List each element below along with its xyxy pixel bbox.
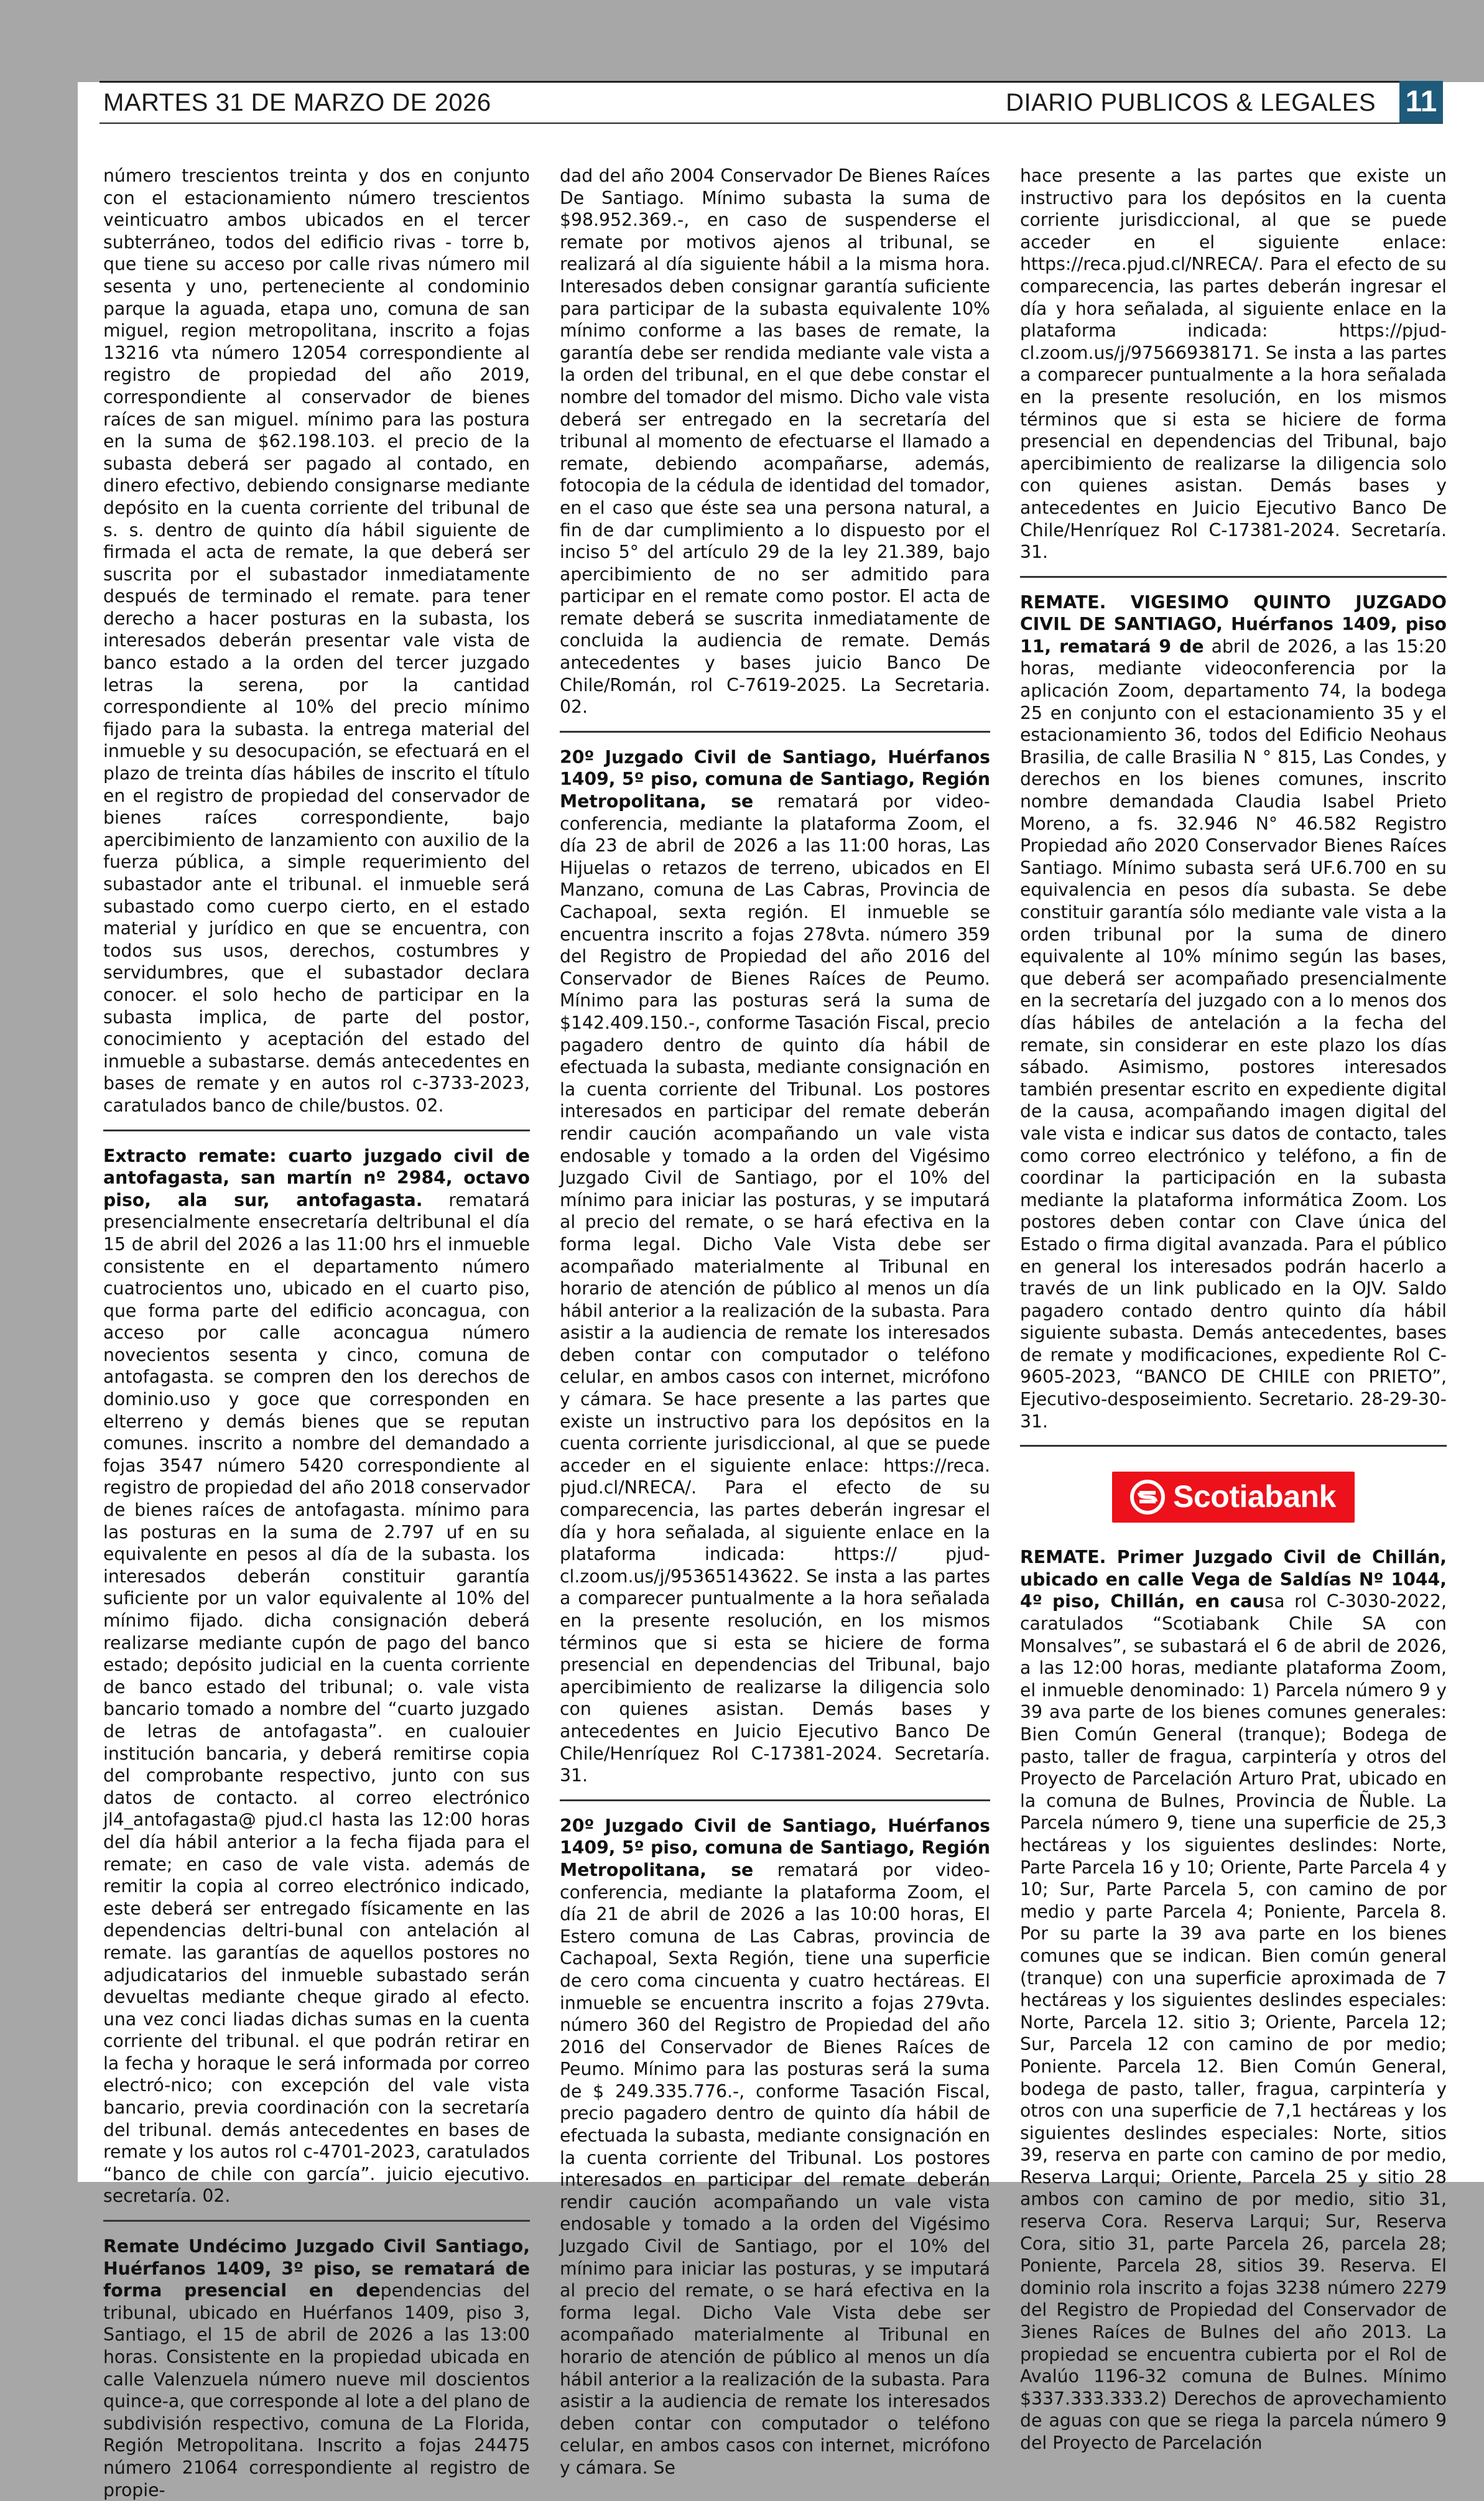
legal-notice (560, 165, 990, 718)
scotiabank-ad (1020, 1460, 1447, 1535)
legal-notice (1020, 1546, 1447, 2454)
notice-divider (1020, 1445, 1447, 1447)
notice-divider (103, 2220, 530, 2222)
legal-notice (1020, 165, 1447, 564)
notice-body: número trescientos treinta y dos en conjunto con el estacionamiento número trescientos veinticuatro ambos ubicados en el tercer subterráneo, todos del edificio rivas - torre b, que tiene su acceso por calle rivas número mil sesenta y uno, perteneciente al condominio parque la aguada, etapa uno, comuna de san miguel, region metropolitana, inscrito a fojas 13216 vta número 12054 correspondiente al registro de propiedad del año 2019, correspondiente al conservador de bienes raíces de san miguel. mínimo para las postura en la suma de $62.198.103. el precio de la subasta deberá ser pagado al contado, en dinero efectivo, debiendo consignarse mediante depósito en la cuenta corriente del tribunal de s. s. dentro de quinto día hábil siguiente de firmada el acta de remate, la que deberá ser suscrita por el subastador inmediatamente después de terminado el remate. para tener derecho a hacer posturas en la subasta, los interesados deberán presentar vale vista de banco estado a la orden del tercer juzgado letras la serena, por la cantidad correspondiente al 10% del precio mínimo fijado para la subasta. la entrega material del inmueble y su desocupación, se efectuará en el plazo de treinta días hábiles de inscrito el título en el registro de propiedad del conservador de bienes raíces correspondiente, bajo apercibimiento de lanzamiento con auxilio de la fuerza pública, a simple requerimiento del subastador ante el tribunal. el inmueble será subastado como cuerpo cierto, en el estado material y jurídico en que se encuentra, con todos sus usos, derechos, costumbres y servidumbres, que el subastador declara conocer. el solo hecho de participar en la subasta implica, de parte del postor, conocimiento y aceptación del estado del inmueble a subastarse. demás antecedentes en bases de remate y en autos rol c-3733-2023, caratulados banco de chile/bustos. 02. (103, 165, 530, 1116)
notice-divider (1020, 576, 1447, 578)
scotiabank-s-icon (1131, 1480, 1164, 1514)
notice-body: hace presente a las partes que existe un instructivo para los depósitos en la cuenta corriente jurisdiccional, al que se puede acceder en el siguiente enlace: https://reca.pjud.cl/NRECA/. Para el efecto de su comparecencia, las partes deberán ingresar el día y hora señalada, al siguiente enlace en la plataforma indicada: https://pjud-cl.zoom.us/j/97566938171. Se insta a las partes a comparecer puntualmente a la hora señalada en la presente resolución, en los mismos términos que si esta se hiciere de forma presencial en dependencias del Tribunal, bajo apercibimiento de realizarse la diligencia solo con quienes asistan. Demás bases y antecedentes en Juicio Ejecutivo Banco De Chile/Henríquez Rol C-17381-2024. Secretaría. 31. (1020, 165, 1447, 563)
notice-divider (103, 1130, 530, 1131)
legal-notice (103, 1145, 530, 2208)
notice-divider (560, 1799, 990, 1801)
page-number-badge: 11 (1399, 81, 1443, 123)
scotiabank-logo (1112, 1472, 1355, 1523)
column-2 (560, 165, 990, 2478)
legal-notice (103, 165, 530, 1117)
column-1 (103, 165, 530, 2500)
scotiabank-wordmark: Scotiabank (1173, 1479, 1336, 1515)
notice-heading: REMATE. VIGESIMO QUINTO JUZGADO CIVIL DE SANTIAGO, Huérfanos 1409, piso 11, rematará 9 de (1020, 592, 1447, 657)
notice-heading: 20º Juzgado Civil de Santiago, Huérfanos 1409, 5º piso, comuna de Santiago, Región Metropolitana, se (560, 746, 990, 812)
header-date: MARTES 31 DE MARZO DE 2026 (103, 89, 491, 116)
legal-notice (103, 2235, 530, 2501)
header-publication-title: DIARIO PUBLICOS & LEGALES (1006, 89, 1376, 116)
legal-notice (560, 1815, 990, 2479)
notice-body: abril de 2026, a las 15:20 horas, mediante videoconferencia por la aplicación Zoom, departamento 74, la bodega 25 en conjunto con el estacionamiento 35 y el estacionamiento 36, todos del Edificio Neohaus Brasilia, de calle Brasilia N ° 815, Las Condes, y derechos en los bienes comunes, inscrito nombre demandada Claudia Isabel Prieto Moreno, a fs. 32.946 N° 46.582 Registro Propiedad año 2020 Conservador Bienes Raíces Santiago. Mínimo subasta será UF.6.700 en su equivalencia en pesos día subasta. Se debe constituir garantía sólo mediante vale vista a la orden tribunal por la suma de dinero equivalente al 10% mínimo según las bases, que deberá ser acompañado presencialmente en la secretaría del juzgado con a lo menos dos días hábiles de antelación a la fecha del remate, sin considerar en este plazo los días sábado. Asimismo, postores interesados también presentar escrito en expediente digital de la causa, acompañando imagen digital del vale vista e indicar sus datos de contacto, tales como correo electrónico y teléfono, a fin de coordinar la participación en la subasta mediante la plataforma informática Zoom. Los postores deben contar con Clave única del Estado o firma digital avanzada. Para el público en general los interesados podrán hacerlo a través de un link publicado en la OJV. Saldo pagadero contado dentro quinto día hábil siguiente subasta. Demás antecedentes, bases de remate y modificaciones, expediente Rol C-9605-2023, “BANCO DE CHILE con PRIETO”, Ejecutivo-desposeimiento. Secretario. 28-29-30-31. (1020, 636, 1447, 1432)
column-3 (1020, 165, 1447, 2453)
notice-body: rematará por video-conferencia, mediante la plataforma Zoom, el día 23 de abril de 2026 a las 11:00 horas, Las Hijuelas o retazos de terreno, ubicados en El Manzano, comuna de Las Cabras, Provincia de Cachapoal, sexta región. El inmueble se encuentra inscrito a fojas 278vta. número 359 del Registro de Propiedad del año 2016 del Conservador de Bienes Raíces de Peumo. Mínimo para las posturas será la suma de $142.409.150.-, conforme Tasación Fiscal, precio pagadero dentro de quinto día hábil de efectuada la subasta, mediante consignación en la cuenta corriente del Tribunal. Los postores interesados en participar del remate deberán rendir caución acompañando un vale vista endosable y tomado a la orden del Vigésimo Juzgado Civil de Santiago, por el 10% del mínimo para iniciar las posturas, y se imputará al precio del remate, o se hará efectiva en la forma legal. Dicho Vale Vista debe ser acompañado materialmente al Tribunal en horario de atención de público al menos un día hábil anterior a la realización de la subasta. Para asistir a la audiencia de remate los interesados deben contar con computador o teléfono celular, en ambos casos con internet, micrófono y cámara. Se hace presente a las partes que existe un instructivo para los depósitos en la cuenta corriente jurisdiccional, al que se puede acceder en el siguiente enlace: https://reca. pjud.cl/NRECA/. Para el efecto de su comparecencia, las partes deberán ingresar el día y hora señalada, al siguiente enlace en la plataforma indicada: https:// pjud-cl.zoom.us/j/95365143622. Se insta a las partes a comparecer puntualmente a la hora señalada en la presente resolución, en los mismos términos que si esta se hiciere de forma presencial en dependencias del Tribunal, bajo apercibimiento de realizarse la diligencia solo con quienes asistan. Demás bases y antecedentes en Juicio Ejecutivo Banco De Chile/Henríquez Rol C-17381-2024. Secretaría. 31. (560, 791, 990, 1786)
notice-heading: Extracto remate: cuarto juzgado civil de antofagasta, san martín nº 2984, octavo piso, ala sur, antofagasta. (103, 1145, 530, 1210)
notice-heading: Remate Undécimo Juzgado Civil Santiago, Huérfanos 1409, 3º piso, se rematará de forma presencial en de (103, 2236, 530, 2301)
legal-notice (560, 746, 990, 1787)
notice-body: pendencias del tribunal, ubicado en Huérfanos 1409, piso 3, Santiago, el 15 de abril de 2026 a las 13:00 horas. Consistente en la propiedad ubicada en calle Valenzuela número nueve mil doscientos quince-a, que corresponde al lote a del plano de subdivisión respectivo, comuna de La Florida, Región Metropolitana. Inscrito a fojas 24475 número 21064 correspondiente al registro de propie- (103, 2280, 530, 2500)
notice-body: rematará presencialmente ensecretaría deltribunal el día 15 de abril del 2026 a las 11:00 hrs el inmueble consistente en el departamento número cuatrocientos uno, ubicado en el cuarto piso, que forma parte del edificio aconcagua, con acceso por calle aconcagua número novecientos sesenta y cinco, comuna de antofagasta. se compren den los derechos de dominio.uso y goce que corresponden en elterreno y demás bienes que se reputan comunes. inscrito a nombre del demandado a fojas 3547 número 5420 correspondiente al registro de propiedad del año 2018 conservador de bienes raíces de antofagasta. mínimo para las posturas en la suma de 2.797 uf en su equivalente en pesos al día de la subasta. los interesados deberán constituir garantía suficiente por un valor equivalente al 10% del mínimo fijado. dicha consignación deberá realizarse mediante cupón de pago del banco estado; depósito judicial en la cuenta corriente de banco estado del tribunal; o. vale vista bancario tomado a nombre del “cuarto juzgado de letras de antofagasta”. en cualouier institución bancaria, y deberá remitirse copia del comprobante respectivo, junto con sus datos de contacto. al correo electrónico jl4_antofagasta@ pjud.cl hasta las 12:00 horas del día hábil anterior a la fecha fijada para el remate; en caso de vale vista. además de remitir la copia al correo electrónico indicado, este deberá ser entregado físicamente en las dependencias deltri-bunal con antelación al remate. las garantías de aquellos postores no adjudicatarios del inmueble subastado serán devueltas mediante cheque girado al efecto. una vez conci liadas dichas sumas en la cuenta corriente del tribunal. el que podrán retirar en la fecha y horaque le será informada por correo electró-nico; con excepción del vale vista bancario, previa coordinación con la secretaría del tribunal. demás antecedentes en bases de remate y los autos rol c-4701-2023, caratulados “banco de chile con garcía”. juicio ejecutivo. secretaría. 02. (103, 1189, 530, 2207)
notice-body: rematará por video-conferencia, mediante la plataforma Zoom, el día 21 de abril de 2026 a las 10:00 horas, El Estero comuna de Las Cabras, provincia de Cachapoal, Sexta Región, tiene una superficie de cero coma cincuenta y cuatro hectáreas. El inmueble se encuentra inscrito a fojas 279vta. número 360 del Registro de Propiedad del año 2016 del Conservador de Bienes Raíces de Peumo. Mínimo para las posturas será la suma de $ 249.335.776.-, conforme Tasación Fiscal, precio pagadero dentro de quinto día hábil de efectuada la subasta, mediante consignación en la cuenta corriente del Tribunal. Los postores interesados en participar del remate deberán rendir caución acompañando un vale vista endosable y tomado a la orden del Vigésimo Juzgado Civil de Santiago, por el 10% del mínimo para iniciar las posturas, y se imputará al precio del remate, o se hará efectiva en la forma legal. Dicho Vale Vista debe ser acompañado materialmente al Tribunal en horario de atención de público al menos un día hábil anterior a la realización de la subasta. Para asistir a la audiencia de remate los interesados deben contar con computador o teléfono celular, en ambos casos con internet, micrófono y cámara. Se (560, 1859, 990, 2478)
notice-heading: 20º Juzgado Civil de Santiago, Huérfanos 1409, 5º piso, comuna de Santiago, Región Metropolitana, se (560, 1815, 990, 1880)
notice-heading: REMATE. Primer Juzgado Civil de Chillán, ubicado en calle Vega de Saldías Nº 1044, 4º piso, Chillán, en cau (1020, 1547, 1447, 1612)
legal-notice (1020, 592, 1447, 1433)
notice-divider (560, 731, 990, 733)
notice-body: dad del año 2004 Conservador De Bienes Raíces De Santiago. Mínimo subasta la suma de $98.952.369.-, en caso de suspenderse el remate por motivos ajenos al tribunal, se realizará al día siguiente hábil a la misma hora. Interesados deben consignar garantía suficiente para participar de la subasta equivalente 10% mínimo conforme a las bases de remate, la garantía debe ser rendida mediante vale vista a la orden del tribunal, en el que debe constar el nombre del tomador del mismo. Dicho vale vista deberá ser entregado en la secretaría del tribunal al momento de efectuarse el llamado a remate, debiendo acompañarse, además, fotocopia de la cédula de identidad del tomador, en el caso que éste sea una persona natural, a fin de dar cumplimiento a lo dispuesto por el inciso 5° del artículo 29 de la ley 21.389, bajo apercibimiento de no ser admitido para participar en el remate como postor. El acta de remate deberá se suscrita inmediatamente de concluida la audiencia de remate. Demás antecedentes y bases juicio Banco De Chile/Román, rol C-7619-2025. La Secretaria. 02. (560, 165, 990, 718)
notice-body: sa rol C-3030-2022, caratulados “Scotiabank Chile SA con Monsalves”, se subastará el 6 de abril de 2026, a las 12:00 horas, mediante plataforma Zoom, el inmueble denominado: 1) Parcela número 9 y 39 ava parte de los bienes comunes generales: Bien Común General (tranque); Bodega de pasto, taller de fragua, carpintería y otros del Proyecto de Parcelación Arturo Prat, ubicado en la comuna de Bulnes, Provincia de Ñuble. La Parcela número 9, tiene una superficie de 25,3 hectáreas y los siguientes deslindes: Norte, Parte Parcela 16 y 10; Oriente, Parte Parcela 4 y 10; Sur, Parte Parcela 5, con camino de por medio y parte Parcela 4; Poniente, Parcela 8. Por su parte la 39 ava parte en los bienes comunes que se indican. Bien común general (tranque) con una superficie aproximada de 7 hectáreas y los siguientes deslindes especiales: Norte, Parcela 12. sitio 3; Oriente, Parcela 12; Sur, Parcela 12 con camino de por medio; Poniente. Parcela 12. Bien Común General, bodega de pasto, taller, fragua, carpintería y otros con una superficie de 7,1 hectáreas y los siguientes deslindes especiales: Norte, sitios 39, reserva en parte con camino de por medio, Reserva Larqui; Oriente, Parcela 25 y sitio 28 ambos con camino de por medio, sitio 31, reserva Cora. Reserva Larqui; Sur, Reserva Cora, sitio 31, parte Parcela 26, parcela 28; Poniente, Parcela 28, sitios 39. Reserva. El dominio rola inscrito a fojas 3238 número 2279 del Registro de Propiedad del Conservador de 3ienes Raíces de Bulnes del año 2013. La propiedad se encuentra cubierta por el Rol de Avalúo 1196-32 comuna de Bulnes. Mínimo $337.333.333.2) Derechos de aprovechamiento de aguas con que se riega la parcela número 9 del Proyecto de Parcelación (1020, 1591, 1447, 2453)
page-header (100, 81, 1443, 124)
